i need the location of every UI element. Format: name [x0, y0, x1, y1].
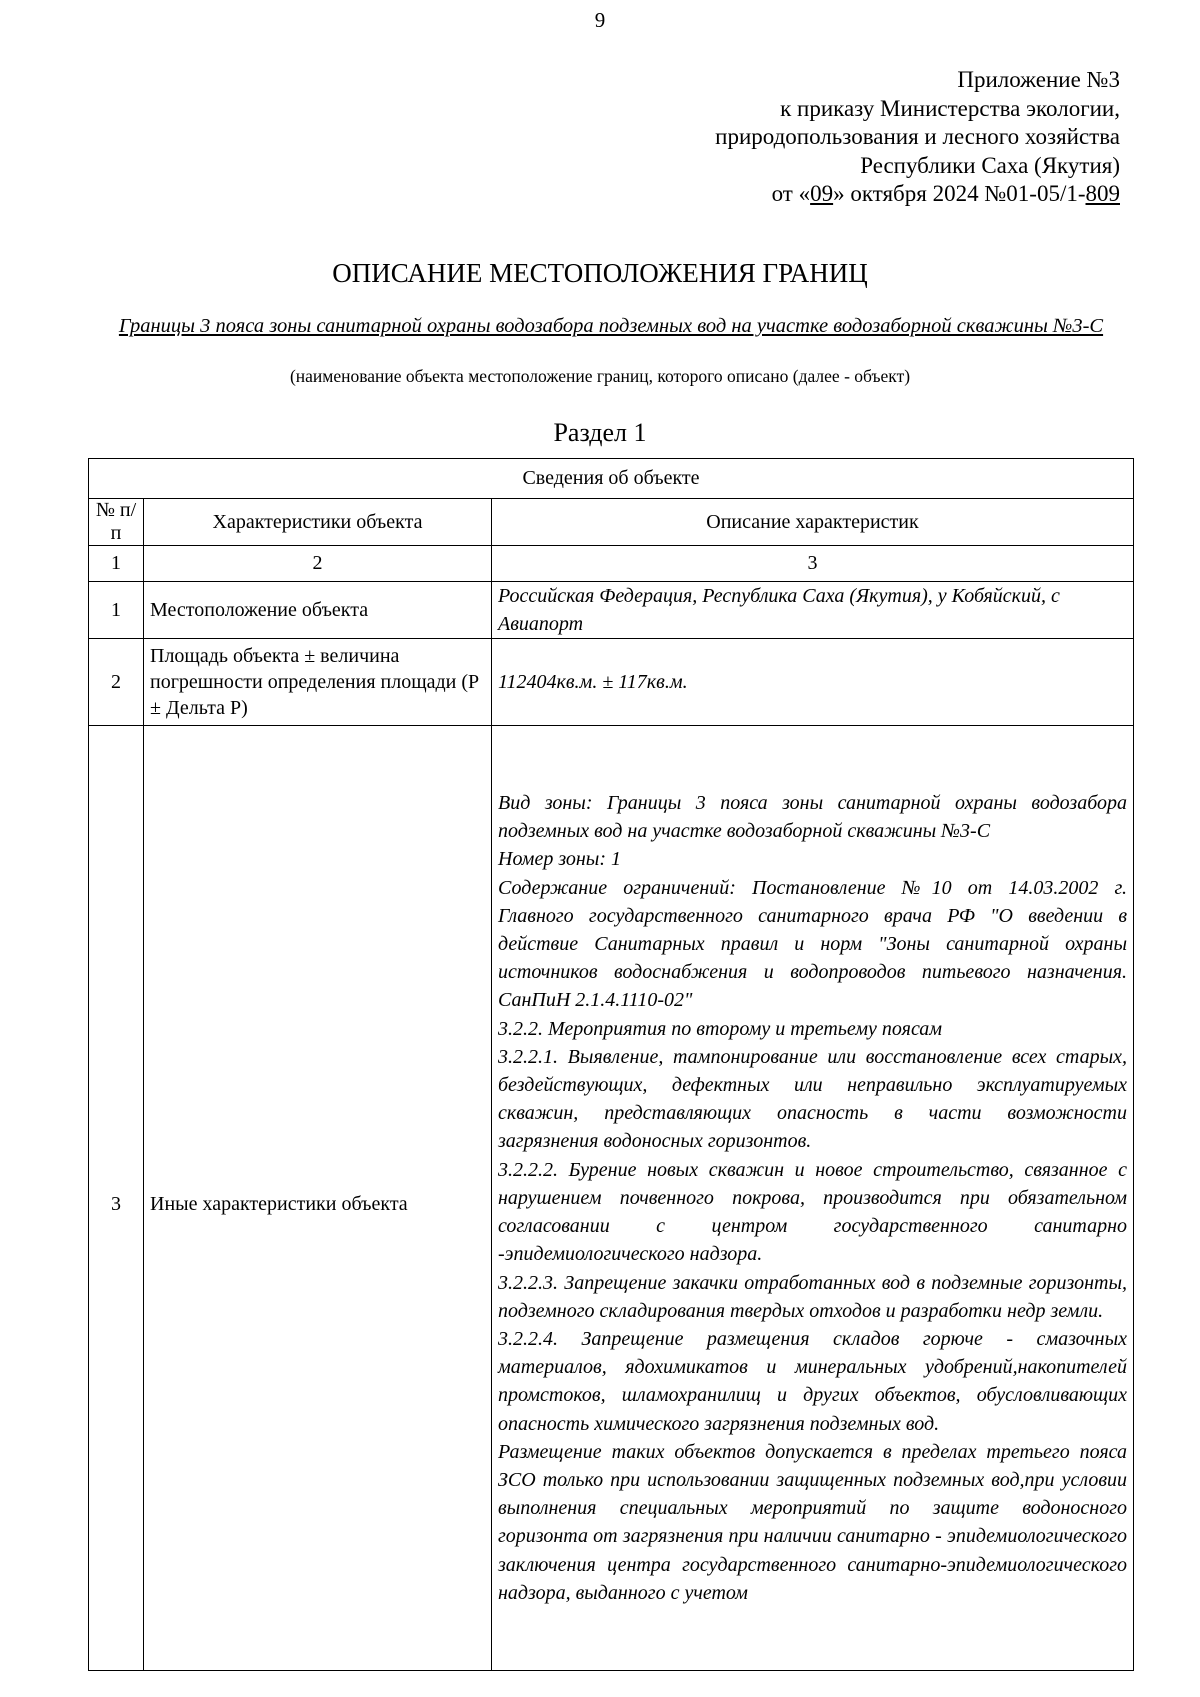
clause-3-2-2: 3.2.2. Мероприятия по второму и третьему поясам: [498, 1017, 943, 1040]
restrictions-content: Содержание ограничений: Постановление №10 от 14.03.2002 г. Главного государственного санитарного врача РФ "О введении в действие Санитарных правил и норм "Зоны санитарной охраны источников водоснабжения и водопроводов питьевого назначения. СанПиН 2.1.4.1110-02": [498, 876, 1128, 1012]
row-number: 2: [89, 639, 144, 726]
row-characteristic: Иные характеристики объекта: [144, 726, 492, 1671]
zone-type: Вид зоны: Границы 3 пояса зоны санитарной охраны водозабора подземных вод на участке водозаборной скважины №3-С: [498, 792, 1128, 843]
row-characteristic: Площадь объекта ± величина погрешности определения площади (P ± Дельта P): [144, 639, 492, 726]
row-description: Российская Федерация, Республика Саха (Якутия), у Кобяйский, с Авиапорт: [492, 582, 1134, 639]
clause-3-2-2-2: 3.2.2.2. Бурение новых скважин и новое строительство, связанное с нарушением почвенного покрова, производится при обязательном согласовании с центром государственного санитарно -эпидемиологического надзора.: [498, 1158, 1128, 1266]
appendix-line-3: природопользования и лесного хозяйства: [715, 124, 1120, 149]
table-row: [89, 639, 1134, 726]
object-info-table: [88, 458, 1134, 1671]
date-prefix: от «: [771, 181, 811, 206]
appendix-line-1: Приложение №3: [957, 67, 1120, 92]
table-row: [89, 726, 1134, 1671]
appendix-date-line: [715, 180, 1120, 209]
page-number: 9: [594, 8, 606, 32]
section-title: Раздел 1: [553, 418, 647, 447]
row-number: 3: [89, 726, 144, 1671]
column-numbers-row: [89, 546, 1134, 582]
document-title: ОПИСАНИЕ МЕСТОПОЛОЖЕНИЯ ГРАНИЦ: [332, 258, 868, 288]
table-header-row: [89, 499, 1134, 546]
table-caption: Сведения об объекте: [89, 459, 1134, 499]
object-name-caption: (наименование объекта местоположение границ, которого описано (далее - объект): [289, 366, 911, 386]
clause-3-2-2-3: 3.2.2.3. Запрещение закачки отработанных вод в подземные горизонты, подземного складирования твердых отходов и разработки недр земли.: [498, 1271, 1128, 1322]
clause-3-2-2-1: 3.2.2.1. Выявление, тампонирование или восстановление всех старых, бездействующих, дефектных или неправильно эксплуатируемых скважин, представляющих опасность в части возможности загрязнения водоносных горизонтов.: [498, 1045, 1128, 1153]
row-description: [492, 726, 1134, 1671]
clause-3-2-2-4: 3.2.2.4. Запрещение размещения складов горюче - смазочных материалов, ядохимикатов и минеральных удобрений,накопителей промстоков, шламохранилищ и других объектов, обусловливающих опасность химического загрязнения подземных вод.: [498, 1327, 1128, 1435]
column-number-1: 1: [89, 546, 144, 582]
date-middle: » октября 2024 №01-05/1-: [833, 181, 1086, 206]
header-description: Описание характеристик: [492, 499, 1134, 546]
header-num: № п/п: [89, 499, 144, 546]
zone-number: Номер зоны: 1: [498, 848, 621, 871]
table-caption-row: [89, 459, 1134, 499]
date-day: 09: [810, 181, 834, 206]
row-description: 112404кв.м. ± 117кв.м.: [492, 639, 1134, 726]
row-number: 1: [89, 582, 144, 639]
placement-paragraph: Размещение таких объектов допускается в пределах третьего пояса ЗСО только при использовании защищенных подземных вод,при условии выполнения специальных мероприятий по защите водоносного горизонта от загрязнения при наличии санитарно - эпидемиологического заключения центра государственного санитарно-эпидемиологического надзора, выданного с учетом: [498, 1440, 1128, 1604]
order-number: 809: [1085, 181, 1120, 206]
column-number-2: 2: [144, 546, 492, 582]
column-number-3: 3: [492, 546, 1134, 582]
table-row: [89, 582, 1134, 639]
appendix-line-2: к приказу Министерства экологии,: [780, 95, 1120, 121]
object-name: Границы 3 пояса зоны санитарной охраны водозабора подземных вод на участке водозаборной скважины №3-С: [118, 315, 1104, 337]
appendix-line-4: Республики Саха (Якутия): [860, 152, 1120, 178]
appendix-block: [715, 66, 1120, 209]
header-characteristic: Характеристики объекта: [144, 499, 492, 546]
row-characteristic: Местоположение объекта: [144, 582, 492, 639]
